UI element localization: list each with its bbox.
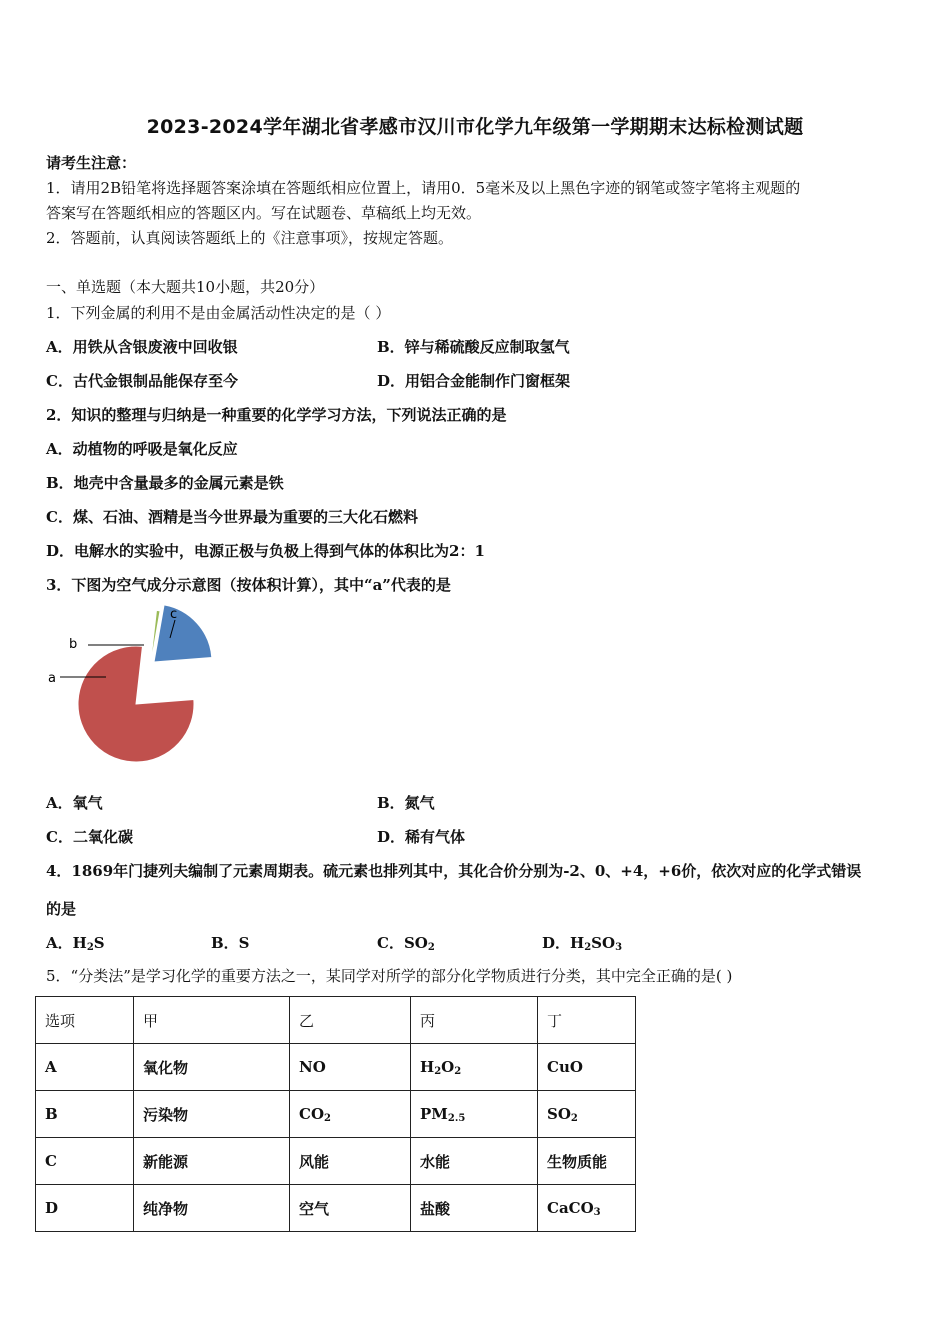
table-header-row [36, 997, 636, 1044]
q4-option-b: B．S [211, 934, 250, 952]
pie-slice-a [78, 646, 194, 762]
table-cell: $H_2O_2$ [411, 1044, 538, 1091]
table-cell: 生物质能 [538, 1138, 636, 1185]
pie-slice-c [154, 605, 212, 662]
table-row [36, 1091, 636, 1138]
q3-stem: 3．下图为空气成分示意图（按体积计算），其中“a”代表的是 [46, 576, 451, 594]
q1-stem: 1．下列金属的利用不是由金属活动性决定的是（ ） [46, 304, 391, 322]
q4-stem-line-1: 4．1869年门捷列夫编制了元素周期表。硫元素也排列其中，其化合价分别为-2、0、+4，+6价，依次对应的化学式错误 [46, 862, 862, 880]
table-row [36, 1185, 636, 1232]
table-cell: 污染物 [134, 1091, 290, 1138]
pie-label-b: b [69, 637, 78, 652]
q4-option-d: D．$H_2SO_3$ [542, 934, 623, 953]
q2-option-d: D．电解水的实验中，电源正极与负极上得到气体的体积比为2：1 [46, 542, 485, 560]
notice-line-2: 答案写在答题纸相应的答题区内。写在试题卷、草稿纸上均无效。 [46, 204, 482, 222]
q3-option-c: C．二氧化碳 [46, 828, 133, 846]
table-header-cell: 甲 [134, 997, 290, 1044]
q2-option-b: B．地壳中含量最多的金属元素是铁 [46, 474, 284, 492]
pie-label-c: c [170, 607, 178, 622]
table-cell: 盐酸 [411, 1185, 538, 1232]
table-cell: $CO_2$ [290, 1091, 411, 1138]
table-cell: 氧化物 [134, 1044, 290, 1091]
table-cell: CaCO$_3$ [538, 1185, 636, 1232]
table-cell: B [36, 1091, 134, 1138]
table-cell: 新能源 [134, 1138, 290, 1185]
table-row [36, 1044, 636, 1091]
q2-stem: 2．知识的整理与归纳是一种重要的化学学习方法，下列说法正确的是 [46, 406, 507, 424]
table-cell: $PM_{2.5}$ [411, 1091, 538, 1138]
q3-option-b: B．氮气 [377, 794, 435, 812]
table-header-cell: 丁 [538, 997, 636, 1044]
table-cell: 风能 [290, 1138, 411, 1185]
q3-option-a: A．氧气 [46, 794, 103, 812]
q4-option-c: C．$SO_2$ [377, 934, 435, 953]
q4-stem-line-2: 的是 [46, 900, 77, 918]
table-cell: 纯净物 [134, 1185, 290, 1232]
table-header-cell: 选项 [36, 997, 134, 1044]
notice-heading: 请考生注意： [46, 154, 137, 172]
section-heading: 一、单选题（本大题共10小题，共20分） [46, 278, 325, 296]
table-cell: NO [290, 1044, 411, 1091]
q1-option-d: D．用铝合金能制作门窗框架 [377, 372, 571, 390]
q3-option-d: D．稀有气体 [377, 828, 466, 846]
pie-label-a: a [48, 671, 56, 686]
q2-option-c: C．煤、石油、酒精是当今世界最为重要的三大化石燃料 [46, 508, 418, 526]
air-composition-pie-chart [40, 600, 230, 780]
page-title: 2023-2024学年湖北省孝感市汉川市化学九年级第一学期期末达标检测试题 [146, 116, 804, 138]
table-cell: CuO [538, 1044, 636, 1091]
q1-option-a: A．用铁从含银废液中回收银 [46, 338, 238, 356]
q5-stem: 5．“分类法”是学习化学的重要方法之一，某同学对所学的部分化学物质进行分类，其中完全正确的是( ) [46, 967, 733, 985]
q1-option-c: C．古代金银制品能保存至今 [46, 372, 238, 390]
q1-option-b: B．锌与稀硫酸反应制取氢气 [377, 338, 570, 356]
table-header-cell: 丙 [411, 997, 538, 1044]
notice-line-1: 1．请用2B铅笔将选择题答案涂填在答题纸相应位置上，请用0．5毫米及以上黑色字迹的钢笔或签字笔将主观题的 [46, 179, 801, 197]
table-cell: 水能 [411, 1138, 538, 1185]
table-row [36, 1138, 636, 1185]
q2-option-a: A．动植物的呼吸是氧化反应 [46, 440, 238, 458]
classification-table [35, 996, 636, 1232]
q4-option-a: A．$H_2S$ [46, 934, 105, 953]
table-cell: $SO_2$ [538, 1091, 636, 1138]
notice-line-3: 2．答题前，认真阅读答题纸上的《注意事项》，按规定答题。 [46, 229, 454, 247]
table-cell: D [36, 1185, 134, 1232]
table-cell: 空气 [290, 1185, 411, 1232]
table-cell: C [36, 1138, 134, 1185]
table-cell: A [36, 1044, 134, 1091]
table-header-cell: 乙 [290, 997, 411, 1044]
